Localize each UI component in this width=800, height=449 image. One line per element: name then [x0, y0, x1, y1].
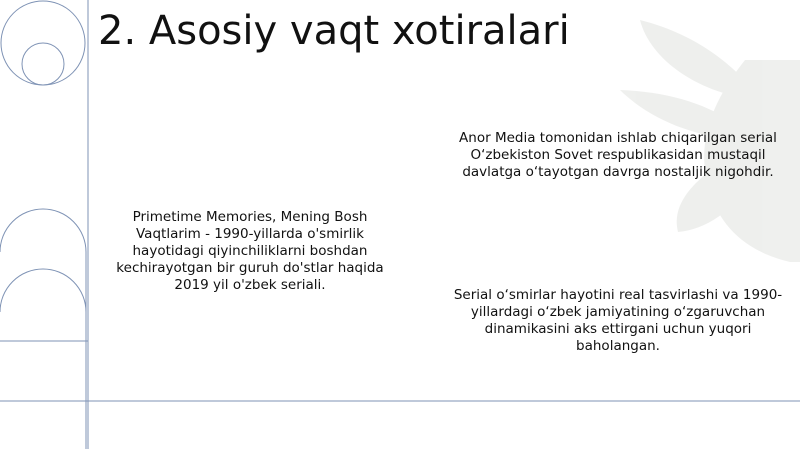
inner-circle-icon — [22, 43, 64, 85]
arch-upper — [0, 209, 86, 449]
left-paragraph: Primetime Memories, Mening Bosh Vaqtlarim - 1990-yillarda o'smirlik hayotidagi qiyinchiliklarni boshdan kechirayotgan bir guruh do'stlar haqida 2019 yil o'zbek seriali. — [116, 209, 384, 293]
arch-lower — [0, 269, 86, 312]
slide-title: 2. Asosiy vaqt xotiralari — [98, 8, 570, 54]
right-paragraph-2: Serial o‘smirlar hayotini real tasvirlashi va 1990-yillardagi o‘zbek jamiyatining o‘zgaruvchan dinamikasini aks ettirgani uchun yuqori baholangan. — [453, 287, 783, 354]
right-paragraph-1: Anor Media tomonidan ishlab chiqarilgan serial O‘zbekiston Sovet respublikasidan mustaqil davlatga o‘tayotgan davrga nostaljik nigohdir. — [459, 130, 777, 180]
